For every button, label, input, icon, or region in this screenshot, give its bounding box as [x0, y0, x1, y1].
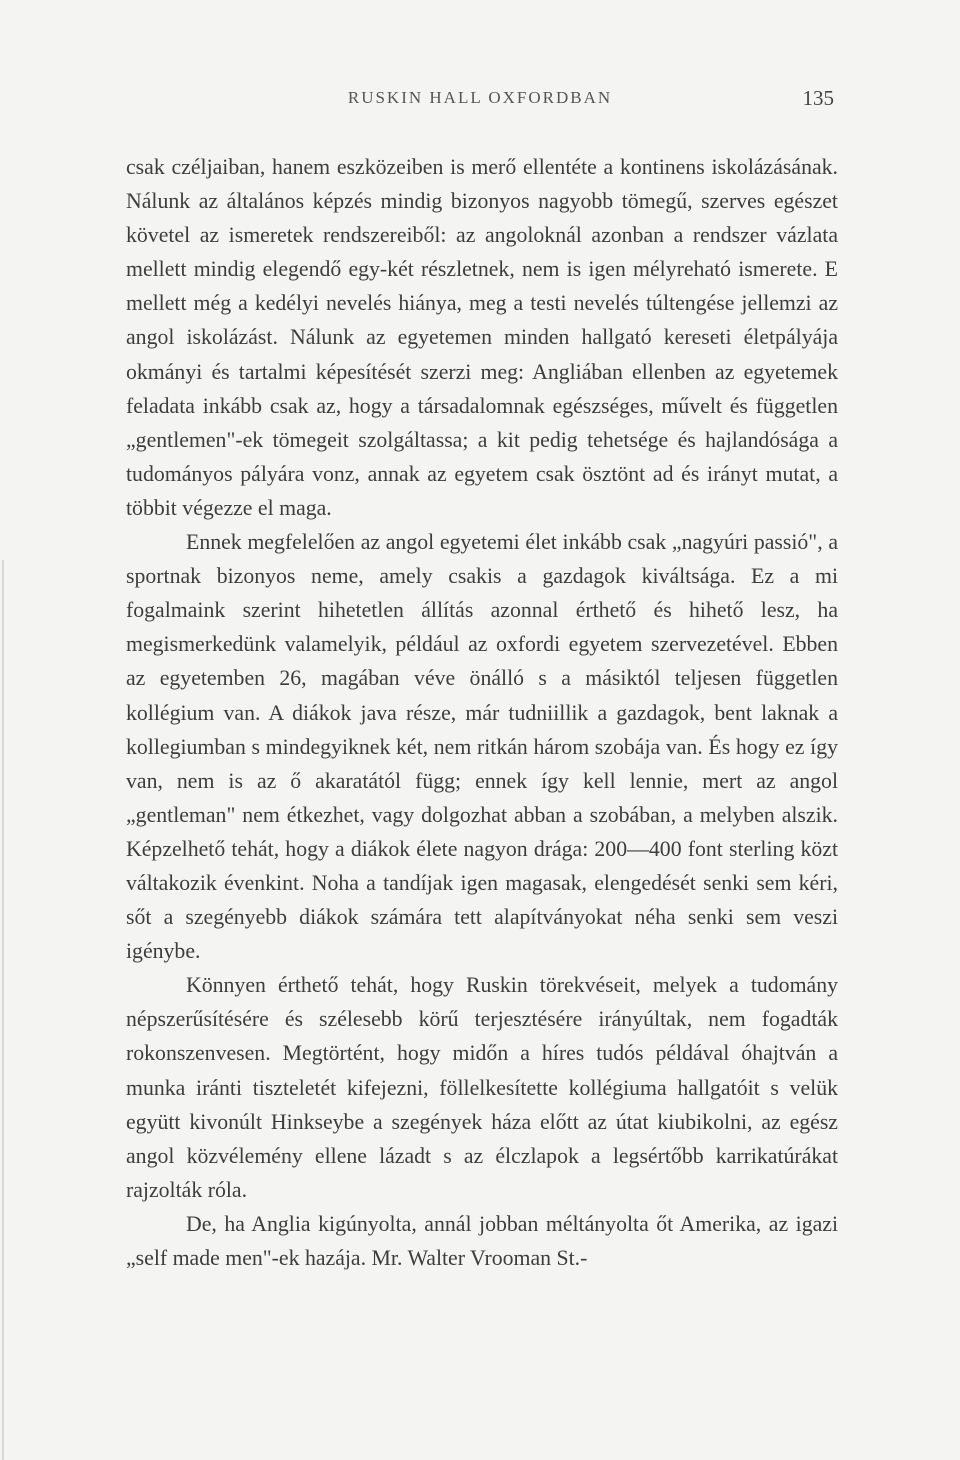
paragraph: Ennek megfelelően az angol egyetemi élet inkább csak „nagyúri passió", a sportnak bizonyos neme, amely csakis a gazdagok kiváltsága. Ez a mi fogalmaink szerint hihetetlen állítás azonnal érthető és hihető lesz, ha megismerkedünk valamelyik, például az oxfordi egyetem szervezetével. Ebben az egyetemben 26, magában véve önálló s a másiktól teljesen független kollégium van. A diákok java része, már tudniillik a gazdagok, bent laknak a kollegiumban s mindegyiknek két, nem ritkán három szobája van. És hogy ez így van, nem is az ő akaratától függ; ennek így kell lennie, mert az angol „gentleman" nem étkezhet, vagy dolgozhat abban a szobában, a melyben alszik. Képzelhető tehát, hogy a diákok élete nagyon drága: 200—400 font sterling közt váltakozik évenkint. Noha a tandíjak igen magasak, elengedését senki sem kéri, sőt a szegényebb diákok számára tett alapítványokat néha senki sem veszi igénybe.: [126, 530, 838, 964]
paragraph: csak czéljaiban, hanem eszközeiben is merő ellentéte a kontinens iskolázásának. Nálunk az általános képzés mindig bizonyos nagyobb tömegű, szerves egészet követel az ismeretek rendszereiből: az angoloknál azonban a rendszer vázlata mellett mindig elegendő egy-két részletnek, nem is igen mélyreható ismerete. E mellett még a kedélyi nevelés hiánya, meg a testi nevelés túltengése jellemzi az angol iskolázást. Nálunk az egyetemen minden hallgató kereseti életpályája okmányi és tartalmi képesítését szerzi meg: Angliában ellenben az egyetemek feladata inkább csak az, hogy a társadalomnak egészséges, művelt és független „gentlemen"-ek tömegeit szolgáltassa; a kit pedig tehetsége és hajlandósága a tudományos pályára vonz, annak az egyetem csak ösztönt ad és irányt mutat, a többit végezze el maga.: [126, 155, 838, 520]
paragraph: Könnyen érthető tehát, hogy Ruskin törekvéseit, melyek a tudomány népszerűsítésére és szélesebb körű terjesztésére irányúltak, nem fogadták rokonszenvesen. Megtörtént, hogy midőn a híres tudós példával óhajtván a munka iránti tiszteletét kifejezni, föllelkesítette kollégiuma hallgatóit s velük együtt kivonúlt Hinkseybe a szegények háza előtt az útat kiubikolni, az egész angol közvélemény ellene lázadt s az élczlapok a legsértőbb karrikatúrákat rajzolták róla.: [126, 973, 838, 1202]
scan-margin-line: [2, 560, 4, 1460]
body-text: [126, 150, 838, 1275]
paragraph: De, ha Anglia kigúnyolta, annál jobban méltányolta őt Amerika, az igazi „self made men"-ek hazája. Mr. Walter Vrooman St.-: [126, 1211, 838, 1270]
page-number: 135: [802, 86, 834, 110]
running-title: RUSKIN HALL OXFORDBAN: [347, 88, 613, 107]
running-head: [0, 88, 960, 118]
